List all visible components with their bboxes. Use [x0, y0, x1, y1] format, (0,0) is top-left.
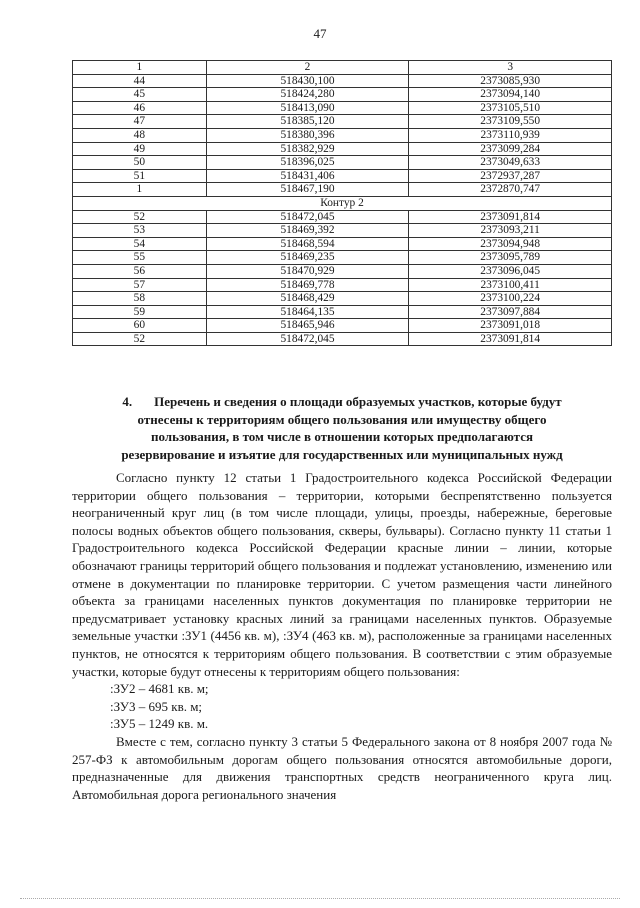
table-cell: 51	[73, 169, 207, 183]
table-cell: 56	[73, 264, 207, 278]
table-cell: 2373095,789	[409, 251, 612, 265]
table-row	[73, 183, 612, 197]
section-title-line: пользования, в том числе в отношении которых предполагаются	[150, 429, 534, 444]
table-cell: 2372937,287	[409, 169, 612, 183]
bottom-divider	[20, 898, 620, 899]
section-title-line: резервирование и изъятие для государственных или муниципальных нужд	[121, 446, 563, 462]
table-cell: 518430,100	[206, 74, 409, 88]
table-row	[73, 142, 612, 156]
table-cell: 518396,025	[206, 156, 409, 170]
table-cell: 2373096,045	[409, 264, 612, 278]
table-cell: 518464,135	[206, 305, 409, 319]
table-row	[73, 292, 612, 306]
table-row	[73, 332, 612, 346]
table-cell: 518431,406	[206, 169, 409, 183]
page-number: 47	[313, 26, 327, 41]
table-row	[73, 278, 612, 292]
table-row	[73, 264, 612, 278]
table-cell: 2373091,018	[409, 319, 612, 333]
plot-list	[72, 680, 612, 733]
table-cell: 53	[73, 224, 207, 238]
column-header: 2	[206, 61, 409, 75]
table-cell: 518424,280	[206, 88, 409, 102]
table-header	[73, 61, 612, 75]
table-row	[73, 251, 612, 265]
list-item: :ЗУ2 – 4681 кв. м;	[110, 681, 209, 697]
table-cell: 2373097,884	[409, 305, 612, 319]
section-4	[72, 393, 612, 803]
table-cell: 48	[73, 128, 207, 142]
section-title-text: Перечень и сведения о площади образуемых участков, которые будут	[154, 394, 562, 409]
table-cell: 518470,929	[206, 264, 409, 278]
table-row	[73, 319, 612, 333]
table-cell: 52	[73, 332, 207, 346]
table-cell: 2372870,747	[409, 183, 612, 197]
table-cell: 44	[73, 74, 207, 88]
table-cell: 2373100,411	[409, 278, 612, 292]
table-cell: 47	[73, 115, 207, 129]
table-cell: 518469,778	[206, 278, 409, 292]
section-body	[72, 469, 612, 803]
table-cell: 50	[73, 156, 207, 170]
table-cell: 518468,594	[206, 237, 409, 251]
table-body-contour-1	[73, 74, 612, 196]
table-row	[73, 224, 612, 238]
table-row	[73, 305, 612, 319]
table-cell: 59	[73, 305, 207, 319]
list-item: :ЗУ3 – 695 кв. м;	[110, 698, 203, 714]
table-body-contour-2	[73, 210, 612, 346]
table-cell: 518465,946	[206, 319, 409, 333]
table-cell: 518467,190	[206, 183, 409, 197]
table-cell: 518468,429	[206, 292, 409, 306]
table-cell: 52	[73, 210, 207, 224]
list-item: :ЗУ5 – 1249 кв. м.	[110, 716, 209, 732]
column-header: 1	[73, 61, 207, 75]
table-cell: 58	[73, 292, 207, 306]
table-cell: 2373085,930	[409, 74, 612, 88]
section-number: 4.	[122, 394, 133, 409]
table-cell: 518469,235	[206, 251, 409, 265]
table-cell: 54	[73, 237, 207, 251]
section-title	[72, 393, 612, 463]
table-cell: 2373110,939	[409, 128, 612, 142]
contour-label: Контур 2	[73, 196, 612, 210]
table-cell: 2373091,814	[409, 332, 612, 346]
column-header: 3	[409, 61, 612, 75]
table-row	[73, 115, 612, 129]
table-cell: 518472,045	[206, 332, 409, 346]
coordinates-table	[72, 60, 612, 346]
section-title-line: отнесены к территориям общего пользования или имуществу общего	[137, 411, 547, 427]
table-row	[73, 237, 612, 251]
table-cell: 2373049,633	[409, 156, 612, 170]
table-row	[73, 101, 612, 115]
section-title-line	[72, 393, 612, 411]
table-row	[73, 88, 612, 102]
table-cell: 45	[73, 88, 207, 102]
table-cell: 518382,929	[206, 142, 409, 156]
table-cell: 2373091,814	[409, 210, 612, 224]
table-cell: 55	[73, 251, 207, 265]
table-cell: 2373109,550	[409, 115, 612, 129]
table-cell: 1	[73, 183, 207, 197]
contour-label-row	[73, 196, 612, 210]
table-row	[73, 210, 612, 224]
table-cell: 518413,090	[206, 101, 409, 115]
table-cell: 518385,120	[206, 115, 409, 129]
table-cell: 49	[73, 142, 207, 156]
table-cell: 2373094,140	[409, 88, 612, 102]
table-cell: 2373093,211	[409, 224, 612, 238]
table-row	[73, 128, 612, 142]
paragraph: Вместе с тем, согласно пункту 3 статьи 5 Федерального закона от 8 ноября 2007 года № 257-ФЗ к автомобильным дорогам общего пользования относятся автомобильные дороги, предназначенные для движения транспортных средств неограниченного круга лиц. Автомобильная дорога регионального значения	[72, 733, 612, 802]
table-row	[73, 169, 612, 183]
table-cell: 2373094,948	[409, 237, 612, 251]
table-cell: 2373099,284	[409, 142, 612, 156]
table-row	[73, 156, 612, 170]
table-cell: 46	[73, 101, 207, 115]
table-cell: 57	[73, 278, 207, 292]
table-cell: 2373105,510	[409, 101, 612, 115]
paragraph: Согласно пункту 12 статьи 1 Градостроительного кодекса Российской Федерации территории общего пользования – территории, которыми беспрепятственно пользуется неограниченный круг лиц (в том числе площади, улицы, проезды, набережные, береговые полосы водных объектов общего пользования, скверы, бульвары). Согласно пункту 11 статьи 1 Градостроительного кодекса Российской Федерации красные линии – линии, которые обозначают границы территорий общего пользования и подлежат установлению, изменению или отмене в документации по планировке территории. С учетом размещения части линейного объекта за границами населенных пунктов документация по планировке территории не предусматривает установку красных линий за границами населенных пунктов. Образуемые земельные участки :ЗУ1 (4456 кв. м), :ЗУ4 (463 кв. м), расположенные за границами населенных пунктов, не относятся к территориям общего пользования. В соответствии с этим образуемые участки, которые будут отнесены к территориям общего пользования:	[72, 470, 612, 679]
table-cell: 2373100,224	[409, 292, 612, 306]
table-cell: 518472,045	[206, 210, 409, 224]
table-cell: 60	[73, 319, 207, 333]
table-row	[73, 74, 612, 88]
table-cell: 518469,392	[206, 224, 409, 238]
table-cell: 518380,396	[206, 128, 409, 142]
